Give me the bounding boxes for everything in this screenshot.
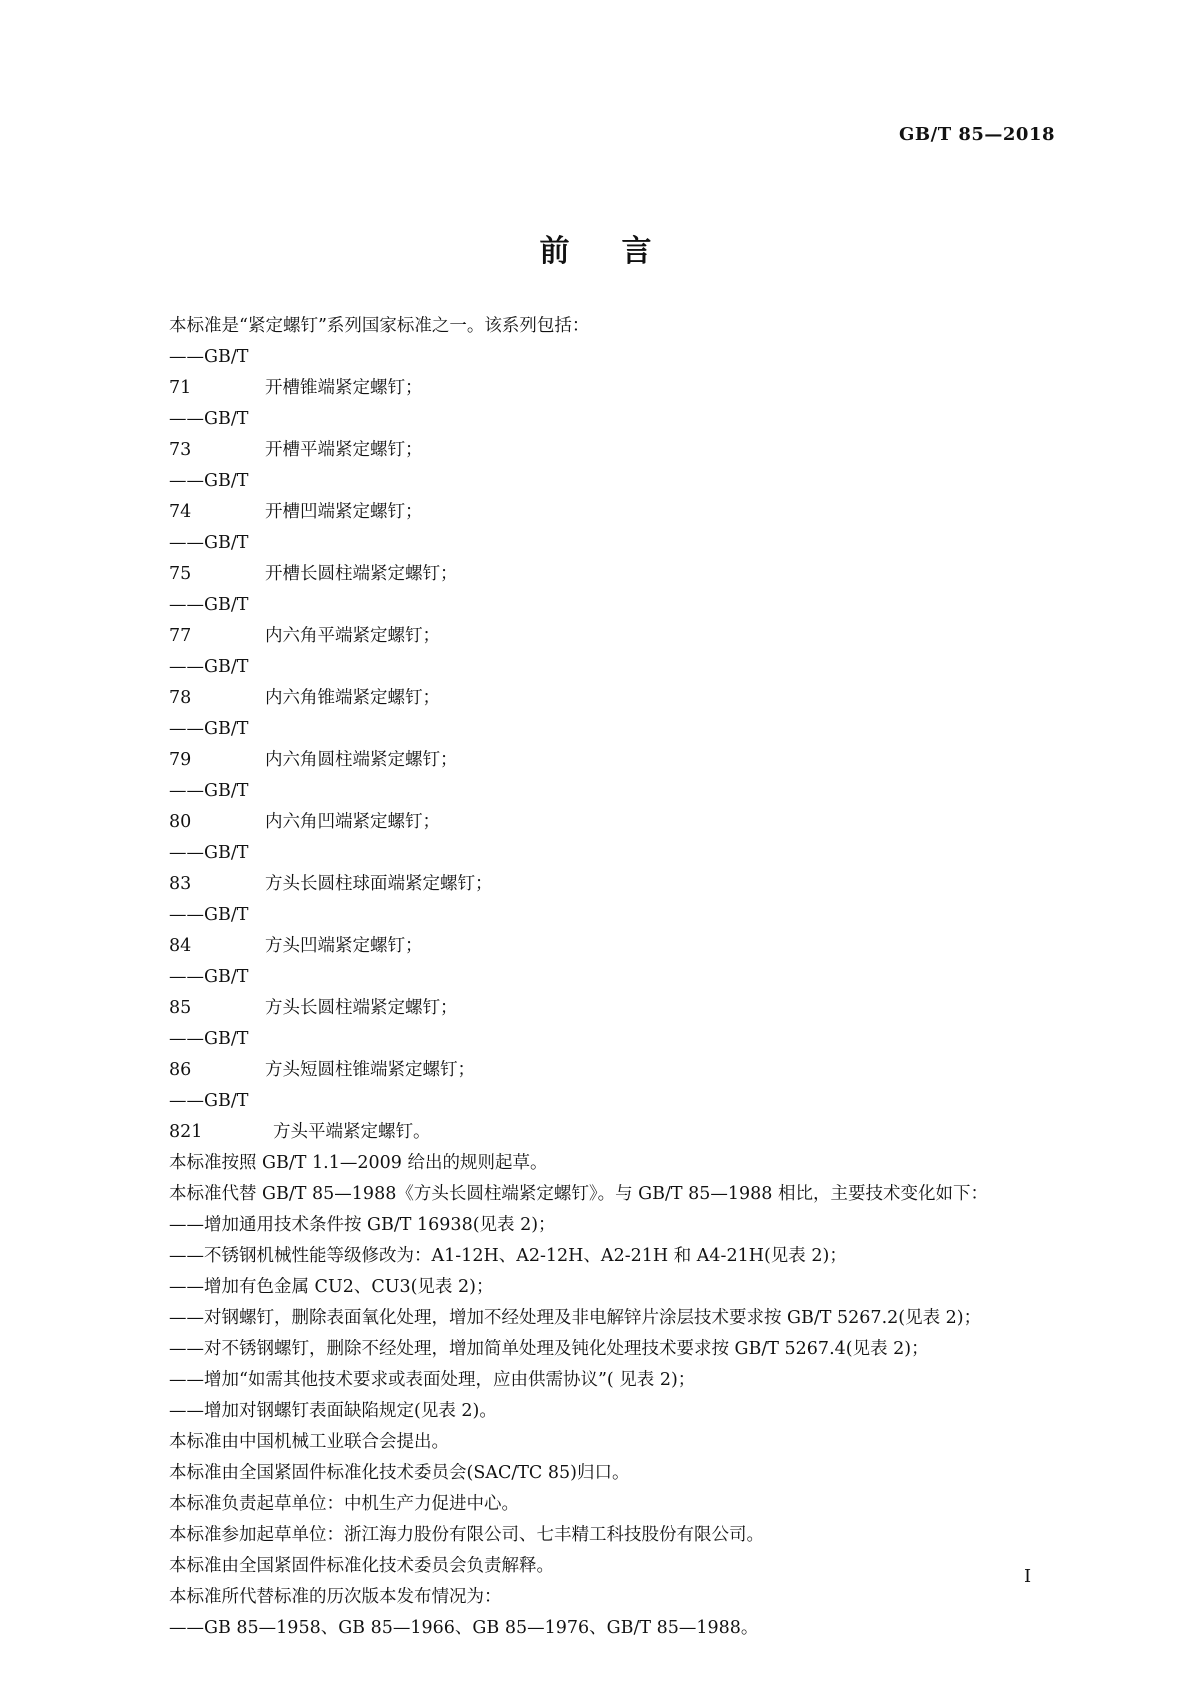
series-item <box>135 962 1057 1024</box>
series-item <box>135 404 1057 466</box>
series-code: ——GB/T 78 <box>169 657 254 708</box>
change-item: ——增加对钢螺钉表面缺陷规定(见表 2)。 <box>169 1401 497 1421</box>
drafting-unit-paragraph: 本标准负责起草单位：中机生产力促进中心。 <box>169 1494 519 1514</box>
history-intro-paragraph: 本标准所代替标准的历次版本发布情况为： <box>169 1587 502 1607</box>
series-item <box>135 900 1057 962</box>
series-list <box>135 342 1057 1148</box>
series-item <box>135 590 1057 652</box>
series-name: 方头短圆柱锥端紧定螺钉； <box>265 1060 475 1080</box>
series-name: 方头凹端紧定螺钉； <box>265 936 423 956</box>
standard-code: GB/T 85—2018 <box>899 124 1055 145</box>
series-name: 开槽锥端紧定螺钉； <box>265 378 423 398</box>
participating-units-paragraph: 本标准参加起草单位：浙江海力股份有限公司、七丰精工科技股份有限公司。 <box>169 1525 764 1545</box>
change-item: ——增加有色金属 CU2、CU3(见表 2)； <box>169 1277 494 1297</box>
series-item <box>135 714 1057 776</box>
series-name: 方头平端紧定螺钉。 <box>273 1122 431 1142</box>
proposed-by-paragraph: 本标准由中国机械工业联合会提出。 <box>169 1432 449 1452</box>
changes-list <box>135 1210 1057 1427</box>
series-item <box>135 652 1057 714</box>
series-name: 内六角锥端紧定螺钉； <box>265 688 440 708</box>
series-code: ——GB/T 80 <box>169 781 254 832</box>
series-code: ——GB/T 75 <box>169 533 254 584</box>
page-number: I <box>1024 1566 1032 1587</box>
series-name: 开槽长圆柱端紧定螺钉； <box>265 564 458 584</box>
change-item: ——对钢螺钉，删除表面氧化处理，增加不经处理及非电解锌片涂层技术要求按 GB/T 5267.2(见表 2)； <box>169 1308 982 1328</box>
series-code: ——GB/T 73 <box>169 409 254 460</box>
series-item <box>135 466 1057 528</box>
foreword-body <box>135 311 1057 1644</box>
series-name: 开槽平端紧定螺钉； <box>265 440 423 460</box>
series-item <box>135 1086 1057 1148</box>
series-code: ——GB/T 71 <box>169 347 254 398</box>
series-code: ——GB/T 79 <box>169 719 254 770</box>
intro-paragraph: 本标准是“紧定螺钉”系列国家标准之一。该系列包括： <box>169 316 590 336</box>
change-item: ——增加通用技术条件按 GB/T 16938(见表 2)； <box>169 1215 556 1235</box>
series-code: ——GB/T 77 <box>169 595 254 646</box>
series-item <box>135 1024 1057 1086</box>
change-item: ——增加“如需其他技术要求或表面处理，应由供需协议”( 见表 2)； <box>169 1370 696 1390</box>
series-name: 开槽凹端紧定螺钉； <box>265 502 423 522</box>
change-item: ——对不锈钢螺钉，删除不经处理，增加简单处理及钝化处理技术要求按 GB/T 5267.4(见表 2)； <box>169 1339 929 1359</box>
series-code: ——GB/T 85 <box>169 967 254 1018</box>
series-item <box>135 342 1057 404</box>
history-item: ——GB 85—1958、GB 85—1966、GB 85—1976、GB/T 85—1988。 <box>169 1618 759 1638</box>
series-code: ——GB/T 821 <box>169 1091 254 1142</box>
series-item <box>135 528 1057 590</box>
series-code: ——GB/T 83 <box>169 843 254 894</box>
series-name: 内六角凹端紧定螺钉； <box>265 812 440 832</box>
change-item: ——不锈钢机械性能等级修改为：A1-12H、A2-12H、A2-21H 和 A4-21H(见表 2)； <box>169 1246 847 1266</box>
series-item <box>135 838 1057 900</box>
series-code: ——GB/T 74 <box>169 471 254 522</box>
interpretation-paragraph: 本标准由全国紧固件标准化技术委员会负责解释。 <box>169 1556 554 1576</box>
replaces-paragraph: 本标准代替 GB/T 85—1988《方头长圆柱端紧定螺钉》。与 GB/T 85—1988 相比，主要技术变化如下： <box>169 1184 988 1204</box>
series-code: ——GB/T 86 <box>169 1029 254 1080</box>
series-name: 内六角平端紧定螺钉； <box>265 626 440 646</box>
page-title-text: 前言 <box>539 234 704 269</box>
series-name: 内六角圆柱端紧定螺钉； <box>265 750 458 770</box>
series-name: 方头长圆柱球面端紧定螺钉； <box>265 874 493 894</box>
page-title <box>0 226 1191 270</box>
series-name: 方头长圆柱端紧定螺钉； <box>265 998 458 1018</box>
series-item <box>135 776 1057 838</box>
drafting-rule-paragraph: 本标准按照 GB/T 1.1—2009 给出的规则起草。 <box>169 1153 548 1173</box>
series-code: ——GB/T 84 <box>169 905 254 956</box>
jurisdiction-paragraph: 本标准由全国紧固件标准化技术委员会(SAC/TC 85)归口。 <box>169 1463 630 1483</box>
